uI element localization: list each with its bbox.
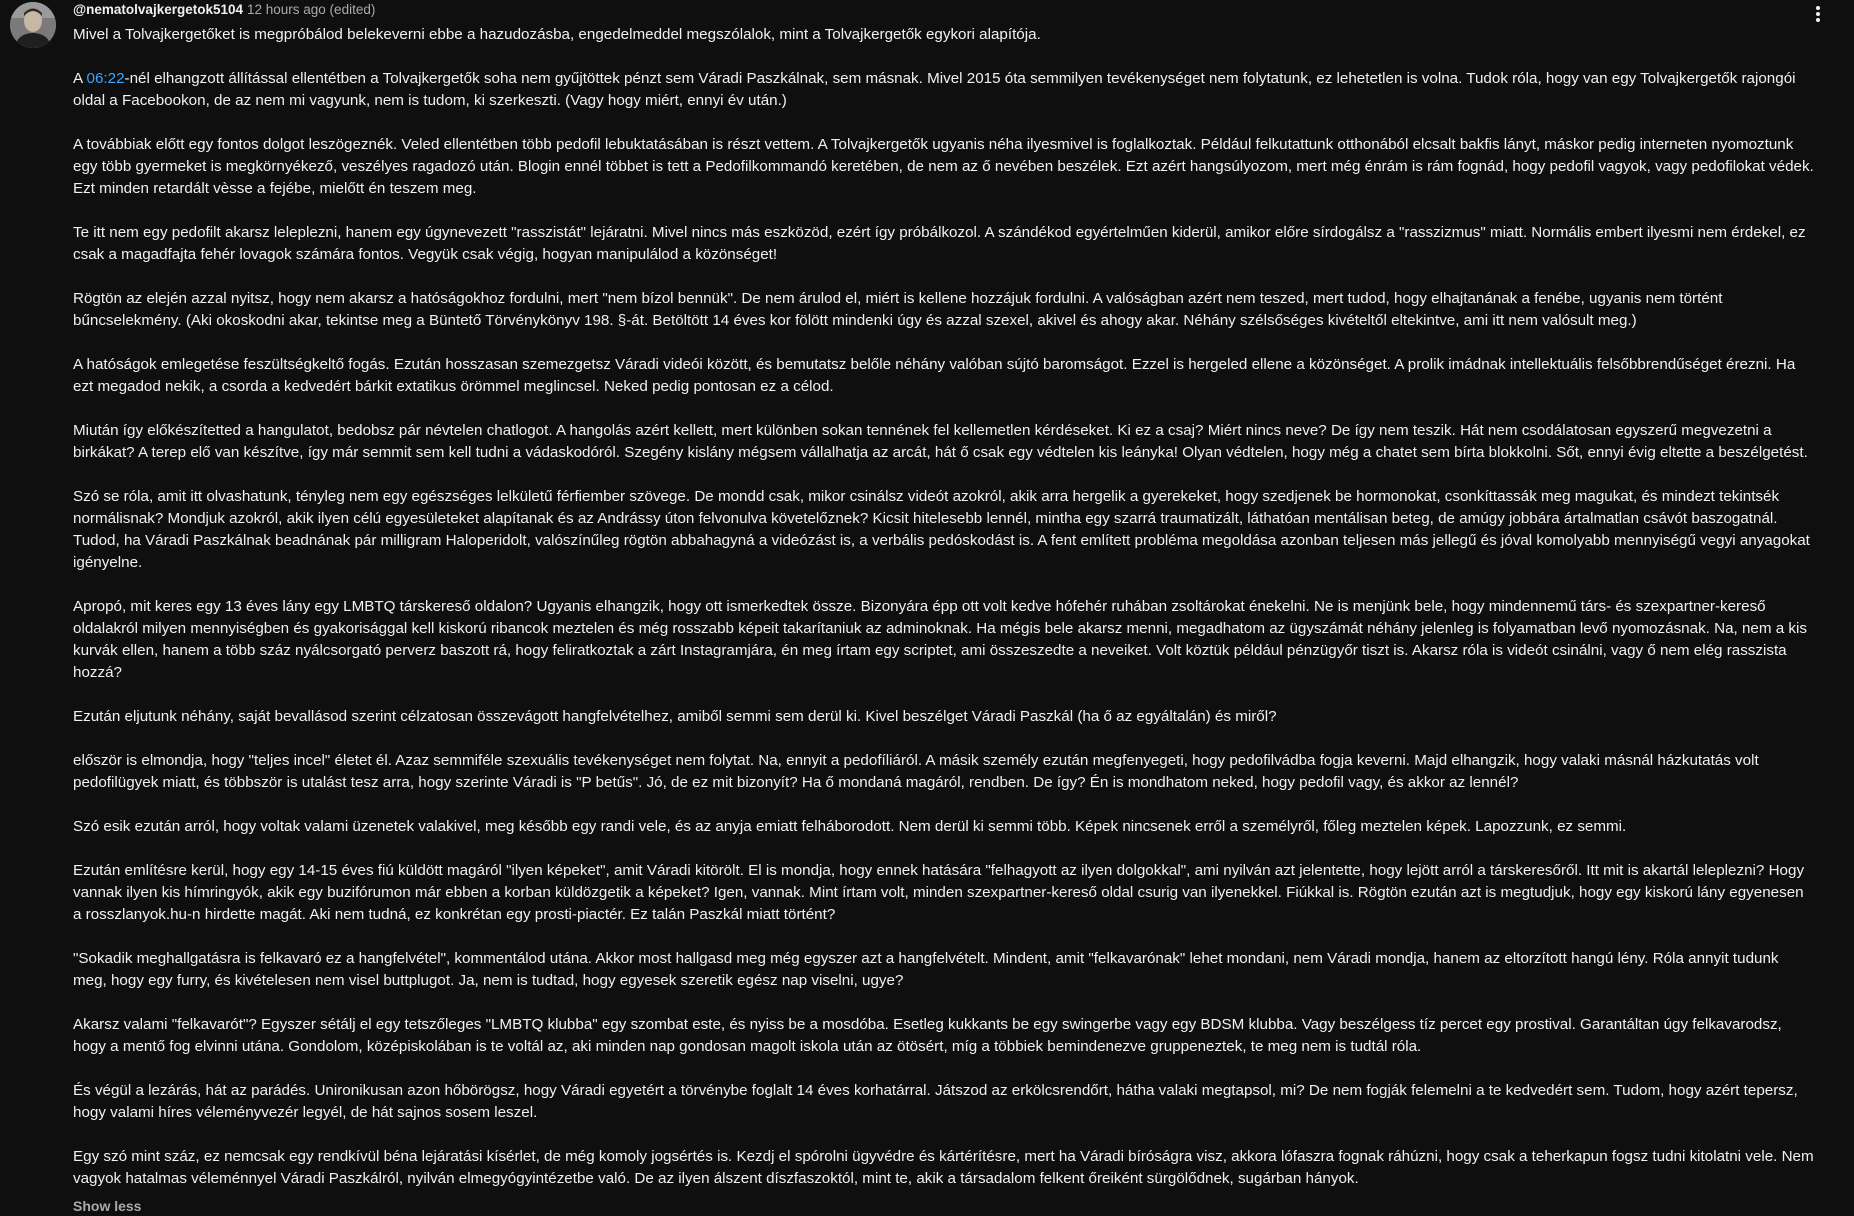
comment-paragraph xyxy=(73,860,1847,926)
comment-text-line: birkákat? A terep elő van készítve, így már semmit sem kell tudni a vádaskodóról. Szegény kislány mégsem vállalhatja az arcát, hát ő csak egy védtelen kis leányka! Olyan védtelen, hogy még a chatet sem bírta blokkolni. Sőt, ennyi évig eltette a beszélgetést. xyxy=(73,444,1808,461)
comment-paragraph xyxy=(73,1080,1847,1124)
comment-text-line: Ezt minden retardált vèsse a fejébe, mielőtt én teszem meg. xyxy=(73,180,477,197)
comment-text-line: Miután így előkészítetted a hangulatot, bedobsz pár névtelen chatlogot. A hangolás azért kellett, mert különben sokan tennének fel kellemetlen kérdéseket. Ki ez a csaj? Miért nincs neve? De így nem teszik. Hát nem csodálatosan egyszerű megvezetni a xyxy=(73,422,1772,439)
comment-paragraph xyxy=(73,68,1847,112)
comment-text-line: Ezután említésre kerül, hogy egy 14-15 éves fiú küldött magáról "ilyen képeket", amit Váradi kitörölt. El is mondja, hogy ennek hatására "felhagyott az ilyen dolgokkal", ami nyilván azt jelentette, hogy lejött arról a társkeresőről. Itt mit is akartál leleplezni? Hogy xyxy=(73,862,1805,879)
comment-paragraph xyxy=(73,1146,1847,1190)
comment-text-line: A xyxy=(73,70,87,87)
comment-text-line: normálisnak? Mondjuk azokról, akik ilyen célú egyesületeket alapítanak és az Andrássy úton felvonulva követelőznek? Kicsit hitelesebb lennél, mintha egy szarrá traumatizált, láthatóan mentálisan beteg, de amúgy jobbára ártalmatlan csávót baszogatnál. xyxy=(73,510,1778,527)
comment-text-line: meg, hogy egy furry, és kivételesen nem visel buttplugot. Ja, nem is tudtad, hogy egyesek szeretik egész nap viselni, ugye? xyxy=(73,972,904,989)
author-name[interactable]: @nematolvajkergetok5104 xyxy=(73,2,243,17)
avatar[interactable] xyxy=(10,2,56,48)
comment-text-line: Tudod, ha Váradi Paszkálnak beadnának pár milligram Haloperidolt, valószínűleg rögtön abbahagyná a videózást is, a verbális pedóskodást is. A fent említett probléma megoldása azonban teljesen más jellegű és jóval komolyabb mennyiségű vegyi anyagokat xyxy=(73,532,1810,549)
comment-text-line: pedofilügyek miatt, és többször is utalást tesz arra, hogy szerinte Váradi is "P betűs". Jó, de ez mit bizonyít? Ha ő mondaná magáról, rendben. De így? Én is mondhatom neked, hogy pedofil vagy, és akkor az lennél? xyxy=(73,774,1519,791)
comment-text-line: "Sokadik meghallgatásra is felkavaró ez a hangfelvétel", kommentálod utána. Akkor most hallgasd meg még egyszer azt a hangfelvételt. Mindent, amit "felkavarónak" lehet mondani, nem Váradi mondja, hanem az eltorzított hangú lény. Róla annyit tudunk xyxy=(73,950,1779,967)
comment-paragraph xyxy=(73,134,1847,200)
comment-text-line: Szó esik ezután arról, hogy voltak valami üzenetek valakivel, meg később egy randi vele, és az anyja emiatt felháborodott. Nem derül ki semmi több. Képek nincsenek erről a személyről, főleg meztelen képek. Lapozzunk, ez semmi. xyxy=(73,818,1627,835)
comment-paragraph xyxy=(73,1014,1847,1058)
comment-text-line: Apropó, mit keres egy 13 éves lány egy LMBTQ társkereső oldalon? Ugyanis elhangzik, hogy ott ismerkedtek össze. Bizonyára épp ott volt kedve hófehér ruhában zsoltárokat énekelni. Ne is menjünk bele, hogy mindennemű társ- és szexpartner-kereső xyxy=(73,598,1766,615)
comment-paragraph xyxy=(73,288,1847,332)
more-vertical-icon xyxy=(1816,6,1820,22)
comment-text-line: először is elmondja, hogy "teljes incel" életet él. Azaz semmiféle szexuális tevékenységet nem folytat. Na, ennyit a pedofíliáról. A másik személy ezután megfenyegeti, hogy pedofilvádba fogja keverni. Majd elhangzik, hogy valaki másnál házkutatás volt xyxy=(73,752,1759,769)
comment-paragraph xyxy=(73,222,1847,266)
comment-text-line: Mivel a Tolvajkergetőket is megpróbálod belekeverni ebbe a hazudozásba, engedelmeddel megszólalok, mint a Tolvajkergetők egykori alapítója. xyxy=(73,26,1041,43)
comment-paragraph xyxy=(73,816,1847,838)
comment-paragraph xyxy=(73,706,1847,728)
comment-text-line: ezt megadod nekik, a csorda a kedvedért bárkit extatikus örömmel meglincsel. Neked pedig pontosan ez a célod. xyxy=(73,378,834,395)
comment-text-line: A továbbiak előtt egy fontos dolgot leszögeznék. Veled ellentétben több pedofil lebuktatásában is részt vettem. A Tolvajkergetők ugyanis néha ilyesmivel is foglalkoztak. Például felkutattunk otthonából elcsalt bakfis lányt, máskor pedig interneten nyomoztunk xyxy=(73,136,1794,153)
comment-text-line: -nél elhangzott állítással ellentétben a Tolvajkergetők soha nem gyűjtöttek pénzt sem Váradi Paszkálnak, sem másnak. Mivel 2015 óta semmilyen tevékenységet nem folytatunk, ez lehetetlen is volna. Tudok róla, hogy van egy Tolvajkergetők rajongói xyxy=(124,70,1796,87)
comment-text-line: A hatóságok emlegetése feszültségkeltő fogás. Ezután hosszasan szemezgetsz Váradi videói között, és bemutatsz belőle néhány valóban sújtó baromságot. Ezzel is hergeled ellene a közönséget. A prolik imádnak intellektuális felsőbbrendűséget érezni. Ha xyxy=(73,356,1796,373)
comment-paragraph xyxy=(73,596,1847,684)
comment-header xyxy=(73,0,1847,20)
comment-text-line: hogy a mentő fog elvinni utána. Gondolom, középiskolában is te voltál az, aki minden nap gondosan magolt iskola után az ötösért, míg a többiek bemindenezve gruppeneztek, te meg nem is tudtál róla. xyxy=(73,1038,1422,1055)
user-photo-avatar xyxy=(10,2,56,48)
comment-text-line: hogy valami híres véleményvezér legyél, de hát sajnos sosem leszel. xyxy=(73,1104,538,1121)
comment-text-line: a rosszlanyok.hu-n hirdette magát. Aki nem tudná, ez konkrétan egy prosti-piactér. Ez talán Paszkál miatt történt? xyxy=(73,906,836,923)
comment-text-line: oldalakról milyen mennyiségben és gyakorisággal kell kiskorú ribancok meztelen és még rosszabb képeit takarítaniuk az adminoknak. Ha mégis bele akarsz menni, megadhatom az ügyszámát néhány jelenleg is folyamatban levő nyomozásnak. Na, nem a kis xyxy=(73,620,1807,637)
show-less-button[interactable]: Show less xyxy=(73,1198,142,1214)
comment-text-line: vagyok hatalmas véleménnyel Váradi Paszkálról, nyilván elmegyógyintézetbe való. De az ilyen álszent díszfaszoktól, mint te, akik a társadalom felkent őreiként sürgölődnek, sugárban hányok. xyxy=(73,1170,1359,1187)
comment-text-line: És végül a lezárás, hát az parádés. Unironikusan azon hőbörögsz, hogy Váradi egyetért a törvénybe foglalt 14 éves korhatárral. Játszod az erkölcsrendőrt, hátha valaki megtapsol, mi? De nem fogják felemelni a te kedvedért sem. Tudom, hogy azért tepersz, xyxy=(73,1082,1798,1099)
comment-paragraph xyxy=(73,420,1847,464)
comment-text-line: csak a magadfajta fehér lovagok számára fontos. Vegyük csak végig, hogyan manipulálod a közönséget! xyxy=(73,246,778,263)
comment-text-line: Szó se róla, amit itt olvashatunk, tényleg nem egy egészséges lelkületű férfiember szövege. De mondd csak, mikor csinálsz videót azokról, akik arra hergelik a gyerekeket, hogy szedjenek be hormonokat, csonkíttassák meg magukat, és mindezt tekintsék xyxy=(73,488,1780,505)
published-time[interactable]: 12 hours ago (edited) xyxy=(247,2,376,17)
video-timestamp-link[interactable]: 06:22 xyxy=(86,70,125,87)
comment-text-line: Akarsz valami "felkavarót"? Egyszer sétálj el egy tetszőleges "LMBTQ klubba" egy szombat este, és nyiss be a mosdóba. Esetleg kukkants be egy swingerbe vagy egy BDSM klubba. Vagy beszélgess tíz percet egy prostival. Garantáltan úgy felkavarodsz, xyxy=(73,1016,1782,1033)
comment-text-line: bűncselekmény. (Aki okoskodni akar, tekintse meg a Büntető Törvénykönyv 198. §-át. Betöltött 14 éves kor fölött mindenki úgy és azzal szexel, akivel és ahogy akar. Néhány szélsőséges kivételtől eltekintve, ami itt nem valósult meg.) xyxy=(73,312,1637,329)
comment-text-line: Ezután eljutunk néhány, saját bevallásod szerint célzatosan összevágott hangfelvételhez, amiből semmi sem derül ki. Kivel beszélget Váradi Paszkál (ha ő az egyáltalán) és miről? xyxy=(73,708,1277,725)
comment-text-line: oldal a Facebookon, de az nem mi vagyunk, nem is tudom, ki szerkeszti. (Vagy hogy miért, ennyi év után.) xyxy=(73,92,787,109)
comment-paragraph xyxy=(73,750,1847,794)
comment-paragraph xyxy=(73,486,1847,574)
comment-body xyxy=(73,0,1847,1216)
comment-text xyxy=(73,24,1847,1190)
comment-text-line: Egy szó mint száz, ez nemcsak egy rendkívül béna lejáratási kísérlet, de még komoly jogsértés is. Kezdj el spórolni ügyvédre és kártérítésre, mert ha Váradi bíróságra visz, akkora lófaszra fognak ráhúzni, hogy csak a teherkapun fogsz tudni kitolatni vele. Nem xyxy=(73,1148,1814,1165)
comment-text-line: egy több gyermeket is megkörnyékező, veszélyes ragadozó után. Blogin ennél többet is tett a Pedofilkommandó keretében, de nem az ő nevében beszélek. Ezt azért hangsúlyozom, mert még énrám is rám fognád, hogy pedofil vagyok, vagy pedofilokat védek. xyxy=(73,158,1814,175)
comment-text-line: hozzá? xyxy=(73,664,122,681)
comment-text-line: Rögtön az elején azzal nyitsz, hogy nem akarsz a hatóságokhoz fordulni, mert "nem bízol bennük". De nem árulod el, miért is kellene hozzájuk fordulni. A valóságban azért nem teszed, mert tudod, hogy elhajtanának a fenébe, ugyanis nem történt xyxy=(73,290,1723,307)
comment-paragraph xyxy=(73,354,1847,398)
more-actions-button[interactable] xyxy=(1806,2,1830,26)
comment-text-line: igényelne. xyxy=(73,554,143,571)
comment-paragraph xyxy=(73,24,1847,46)
comment-text-line: vannak ilyen kis hímringyók, akik egy buzifórumon már ebben a korban küldözgetik a képeket? Igen, vannak. Mint írtam volt, minden szexpartner-kereső oldal csurig van ilyenekkel. Fiúkkal is. Rögtön ezután azt is megtudjuk, hogy egy kiskorú lány egyenesen xyxy=(73,884,1804,901)
comment-text-line: kurvák ellen, hanem a több száz nyálcsorgató perverz baszott rá, hogy feliratkoztak a zárt Instagramjára, én meg írtam egy scriptet, ami összeszedte a neveiket. Volt köztük például pénzügyőr tiszt is. Akarsz róla is videót csinálni, vagy ő nem elég rasszista xyxy=(73,642,1787,659)
comment-text-line: Te itt nem egy pedofilt akarsz leleplezni, hanem egy úgynevezett "rasszistát" lejáratni. Mivel nincs más eszközöd, ezért így próbálkozol. A szándékod egyértelműen kiderül, amikor előre sírdogálsz a "rasszizmus" miatt. Normális embert ilyesmi nem érdekel, ez xyxy=(73,224,1806,241)
comment-paragraph xyxy=(73,948,1847,992)
